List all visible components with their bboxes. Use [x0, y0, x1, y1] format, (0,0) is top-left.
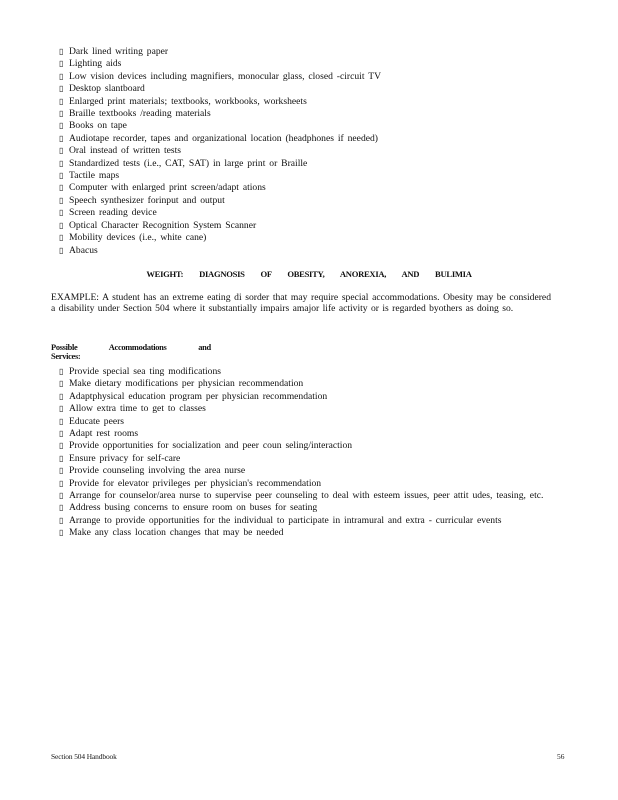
- list-item-text: Allow extra time to get to classes: [69, 403, 206, 415]
- bullet-box-icon: ▯: [59, 441, 64, 451]
- list-item-text: Books on tape: [69, 120, 127, 132]
- list-item: [59, 245, 559, 257]
- list-item: [59, 428, 559, 440]
- list-item: [59, 515, 559, 527]
- bullet-box-icon: ▯: [59, 379, 64, 389]
- list-item-text: Optical Character Recognition System Scanner: [69, 219, 257, 231]
- list-item: [59, 490, 559, 502]
- bullet-box-icon: ▯: [59, 453, 64, 463]
- list-item: [59, 453, 559, 465]
- list-item-text: Standardized tests (i.e., CAT, SAT) in large print or Braille: [69, 157, 308, 169]
- list-item-text: Arrange to provide opportunities for the individual to participate in intramural and extra - curricular events: [69, 514, 502, 526]
- list-item: [59, 158, 559, 170]
- bullet-box-icon: ▯: [59, 84, 64, 94]
- bullet-box-icon: ▯: [59, 133, 64, 143]
- list-item: [59, 527, 559, 539]
- list-item-text: Low vision devices including magnifiers, monocular glass, closed -circuit TV: [69, 70, 381, 82]
- bullet-box-icon: ▯: [59, 109, 64, 119]
- bullet-box-icon: ▯: [59, 528, 64, 538]
- list-item-text: Make any class location changes that may be needed: [69, 527, 284, 539]
- bullet-box-icon: ▯: [59, 183, 64, 193]
- bullet-box-icon: ▯: [59, 515, 64, 525]
- list-item-text: Provide opportunities for socialization and peer coun seling/interaction: [69, 440, 353, 452]
- list-item: [59, 440, 559, 452]
- bullet-box-icon: ▯: [59, 47, 64, 56]
- bullet-box-icon: ▯: [59, 171, 64, 181]
- list-item-text: Mobility devices (i.e., white cane): [69, 232, 207, 244]
- list-item-text: Tactile maps: [69, 170, 120, 182]
- list-item: [59, 108, 559, 120]
- bullet-box-icon: ▯: [59, 158, 64, 168]
- list-item: [59, 120, 559, 132]
- list-item: [59, 220, 559, 232]
- list-item-text: Speech synthesizer forinput and output: [69, 194, 225, 206]
- bullet-box-icon: ▯: [59, 391, 64, 401]
- list-item: [59, 465, 559, 477]
- bullet-box-icon: ▯: [59, 220, 64, 230]
- list-item: [59, 232, 559, 244]
- list-item: [59, 83, 559, 95]
- list-item: [59, 403, 559, 415]
- list-item-text: Address busing concerns to ensure room on buses for seating: [69, 502, 318, 514]
- example-paragraph: EXAMPLE: A student has an extreme eating di sorder that may require special accommodations. Obesity may be considered a disability under Section 504 where it substantially impairs amajor life activity or is regarded byothers as doing so.: [51, 292, 551, 315]
- list-item-text: Computer with enlarged print screen/adapt ations: [69, 182, 266, 194]
- bullet-box-icon: ▯: [59, 478, 64, 488]
- list-item-text: Provide for elevator privileges per physician's recommendation: [69, 477, 322, 489]
- list-item-text: Educate peers: [69, 415, 125, 427]
- list-item-text: Audiotape recorder, tapes and organizational location (headphones if needed): [69, 132, 378, 144]
- list-item: [59, 58, 559, 70]
- list-item: [59, 96, 559, 108]
- list-item: [59, 195, 559, 207]
- list-item: [59, 46, 559, 58]
- list-item: [59, 133, 559, 145]
- list-item: [59, 378, 559, 390]
- bullet-box-icon: ▯: [59, 404, 64, 414]
- bullet-box-icon: ▯: [59, 71, 64, 81]
- bullet-box-icon: ▯: [59, 466, 64, 476]
- bullet-box-icon: ▯: [59, 245, 64, 255]
- footer-title: Section 504 Handbook: [51, 752, 117, 761]
- bullet-box-icon: ▯: [59, 233, 64, 243]
- bullet-box-icon: ▯: [59, 59, 64, 69]
- bullet-box-icon: ▯: [59, 367, 64, 376]
- section-heading: WEIGHT: DIAGNOSIS OF OBESITY, ANOREXIA, AND BULIMIA: [146, 269, 472, 279]
- list-item: [59, 170, 559, 182]
- bullet-box-icon: ▯: [59, 195, 64, 205]
- list-item-text: Desktop slantboard: [69, 83, 145, 95]
- list-item-text: Lighting aids: [69, 58, 122, 70]
- accommodations-list-vision: [59, 46, 559, 257]
- list-item: [59, 71, 559, 83]
- bullet-box-icon: ▯: [59, 429, 64, 439]
- list-item-text: Abacus: [69, 244, 98, 256]
- list-item-text: Adaptphysical education program per physician recommendation: [69, 390, 328, 402]
- list-item-text: Enlarged print materials; textbooks, workbooks, worksheets: [69, 95, 307, 107]
- list-item-text: Provide counseling involving the area nurse: [69, 465, 246, 477]
- list-item-text: Braille textbooks /reading materials: [69, 108, 211, 120]
- list-item: [59, 502, 559, 514]
- bullet-box-icon: ▯: [59, 146, 64, 156]
- accommodations-subheading: Possible Accommodations and Services:: [51, 343, 211, 361]
- page-number: 56: [557, 752, 565, 761]
- list-item-text: Arrange for counselor/area nurse to supervise peer counseling to deal with esteem issues, peer attit udes, teasing, etc.: [69, 490, 544, 502]
- list-item-text: Screen reading device: [69, 207, 157, 219]
- bullet-box-icon: ▯: [59, 491, 64, 501]
- bullet-box-icon: ▯: [59, 121, 64, 131]
- list-item-text: Provide special sea ting modifications: [69, 366, 222, 377]
- bullet-box-icon: ▯: [59, 208, 64, 218]
- list-item: [59, 207, 559, 219]
- list-item-text: Oral instead of written tests: [69, 145, 182, 157]
- list-item-text: Ensure privacy for self-care: [69, 452, 181, 464]
- bullet-box-icon: ▯: [59, 96, 64, 106]
- bullet-box-icon: ▯: [59, 416, 64, 426]
- list-item: [59, 478, 559, 490]
- accommodations-list-weight: [59, 366, 559, 540]
- list-item: [59, 145, 559, 157]
- list-item-text: Dark lined writing paper: [69, 46, 169, 57]
- list-item: [59, 391, 559, 403]
- bullet-box-icon: ▯: [59, 503, 64, 513]
- list-item: [59, 182, 559, 194]
- list-item-text: Adapt rest rooms: [69, 428, 139, 440]
- list-item: [59, 366, 559, 378]
- list-item: [59, 416, 559, 428]
- list-item-text: Make dietary modifications per physician recommendation: [69, 378, 304, 390]
